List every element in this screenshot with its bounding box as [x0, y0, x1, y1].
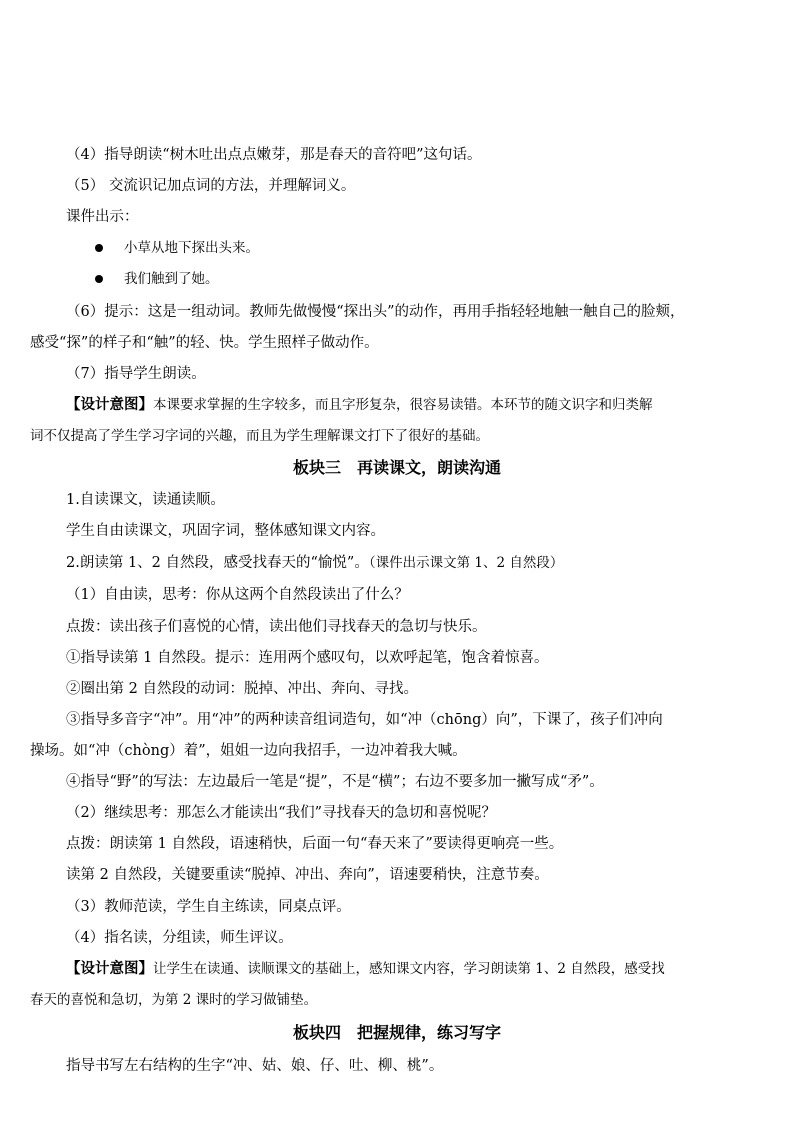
circled-item-1: ①指导读第 1 自然段。提示：连用两个感叹句，以欢呼起笔，饱含着惊喜。 — [66, 650, 549, 666]
bullet-text: 小草从地下探出头来。 — [124, 240, 259, 256]
bullet-dot-icon — [95, 275, 103, 283]
question-4: （4）指名读，分组读，师生评议。 — [66, 930, 293, 946]
step-2-note: （课件出示课文第 1、2 自然段） — [368, 555, 564, 571]
step-1-detail: 学生自由读课文，巩固字词，整体感知课文内容。 — [66, 523, 385, 539]
bullet-item — [95, 238, 259, 258]
bullet-item — [95, 269, 219, 289]
step-2 — [66, 553, 563, 573]
question-2-detail: 读第 2 自然段，关键要重读“脱掉、冲出、奔向”，语速要稍快，注意节奏。 — [66, 867, 549, 883]
courseware-label: 课件出示： — [66, 209, 139, 225]
question-2: （2）继续思考：那怎么才能读出“我们”寻找春天的急切和喜悦呢？ — [66, 805, 497, 821]
circled-item-2: ②圈出第 2 自然段的动词：脱掉、冲出、奔向、寻找。 — [66, 681, 418, 697]
paragraph-step-4: （4）指导朗读“树木吐出点点嫩芽，那是春天的音符吧”这句话。 — [66, 147, 482, 163]
circled-item-3: ③指导多音字“冲”。用“冲”的两种读音组词造句，如“冲（chōng）向”，下课了，孩子们冲向 — [66, 712, 663, 728]
paragraph-step-5: （5） 交流识记加点词的方法，并理解词义。 — [66, 178, 356, 194]
section-heading-4: 板块四 把握规律，练习写字 — [292, 1023, 501, 1042]
question-1: （1）自由读，思考：你从这两个自然段读出了什么？ — [66, 587, 409, 603]
question-2-hint: 点拨：朗读第 1 自然段，语速稍快，后面一句“春天来了”要读得更响亮一些。 — [66, 836, 564, 852]
paragraph-step-6-cont: 感受“探”的样子和“触”的轻、快。学生照样子做动作。 — [30, 335, 379, 351]
design-intent-2-cont: 春天的喜悦和急切，为第 2 课时的学习做铺垫。 — [30, 992, 318, 1008]
circled-item-4: ④指导“野”的写法：左边最后一笔是“提”，不是“横”；右边不要多加一撇写成“矛”。 — [66, 774, 604, 790]
question-3: （3）教师范读，学生自主练读，同桌点评。 — [66, 899, 351, 915]
step-1: 1.自读课文，读通读顺。 — [66, 492, 225, 508]
bullet-text: 我们触到了她。 — [124, 271, 219, 287]
writing-instruction: 指导书写左右结构的生字“冲、姑、娘、仔、吐、柳、桃”。 — [66, 1058, 444, 1074]
design-intent-1-cont: 词不仅提高了学生学习字词的兴趣，而且为学生理解课文打下了很好的基础。 — [30, 428, 489, 444]
design-intent-text: 本课要求掌握的生字较多，而且字形复杂，很容易读错。本环节的随文识字和归类解 — [153, 397, 653, 413]
step-2-text: 2.朗读第 1、2 自然段，感受找春天的“愉悦”。 — [66, 555, 369, 571]
design-intent-label: 【设计意图】 — [66, 960, 153, 977]
design-intent-1 — [66, 395, 653, 415]
section-heading-3: 板块三 再读课文，朗读沟通 — [292, 458, 501, 477]
design-intent-label: 【设计意图】 — [66, 396, 153, 413]
design-intent-text: 让学生在读通、读顺课文的基础上，感知课文内容，学习朗读第 1、2 自然段，感受找 — [153, 961, 665, 977]
paragraph-step-7: （7）指导学生朗读。 — [66, 366, 206, 382]
design-intent-2 — [66, 959, 665, 979]
bullet-dot-icon — [95, 244, 103, 252]
paragraph-step-6: （6）提示：这是一组动词。教师先做慢慢“探出头”的动作，再用手指轻轻地触一触自己的脸颊， — [66, 304, 685, 320]
question-1-hint: 点拨：读出孩子们喜悦的心情，读出他们寻找春天的急切与快乐。 — [66, 619, 487, 635]
circled-item-3-cont: 操场。如“冲（chòng）着”，姐姐一边向我招手，一边冲着我大喊。 — [30, 743, 467, 759]
